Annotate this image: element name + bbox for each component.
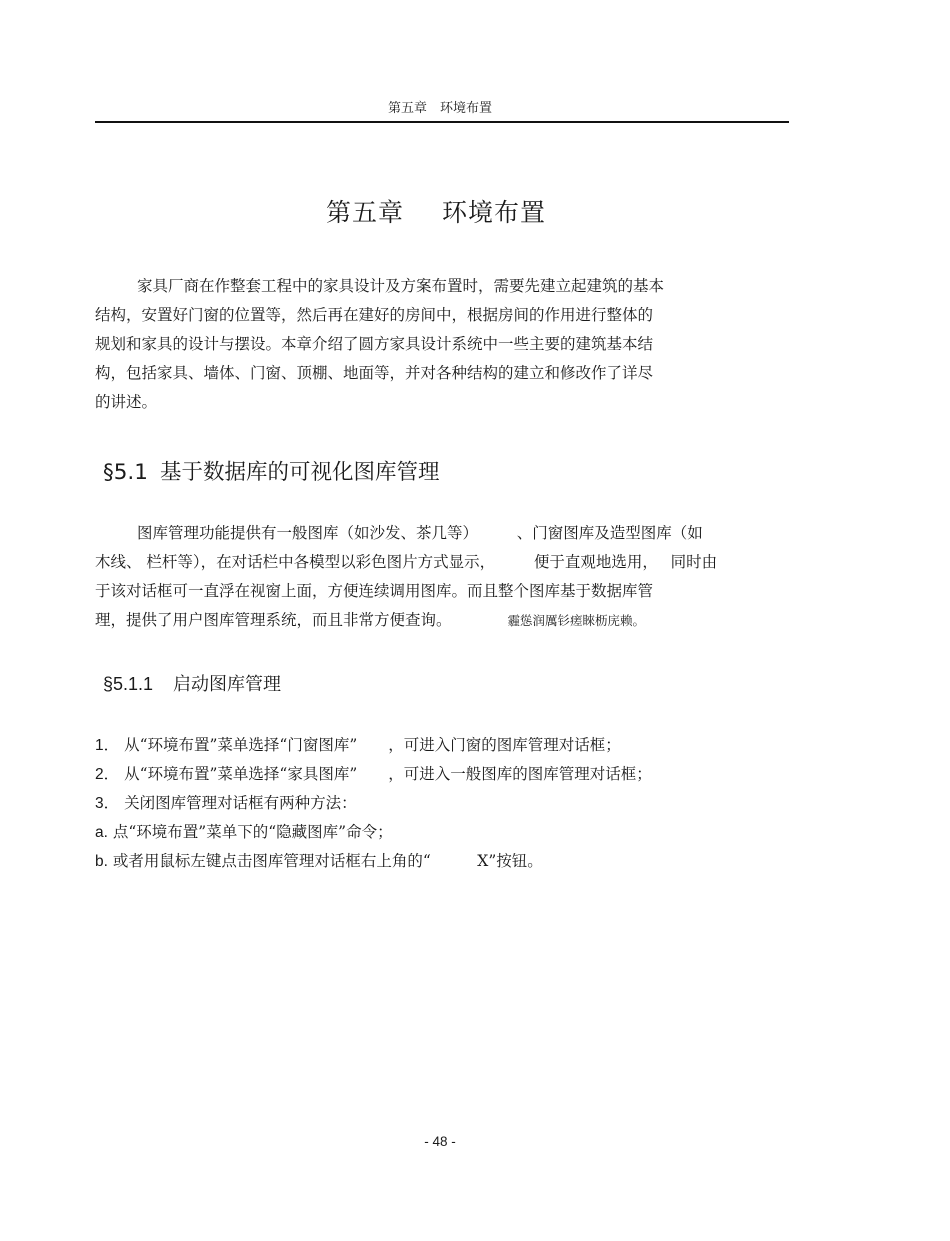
list-item: 3． 关闭图库管理对话框有两种方法： <box>95 794 357 812</box>
section-line: 木线、 栏杆等），在对话栏中各模型以彩色图片方式显示， 便于直观地选用， 同时由 <box>95 553 718 571</box>
section-heading <box>103 455 439 486</box>
list-item: a. 点“环境布置”菜单下的“隐藏图库”命令； <box>95 823 393 841</box>
subsection-title: 启动图库管理 <box>173 674 282 695</box>
intro-line: 构，包括家具、墙体、门窗、顶棚、地面等，并对各种结构的建立和修改作了详尽 <box>95 364 654 382</box>
chapter-number: 第五章 <box>325 198 404 227</box>
subsection-heading <box>103 670 281 696</box>
header-rule <box>95 121 789 123</box>
steps-list <box>95 731 652 876</box>
section-paragraph <box>95 519 717 635</box>
section-line: 于该对话框可一直浮在视窗上面，方便连续调用图库。而且整个图库基于数据库管 <box>95 582 654 600</box>
chapter-title <box>0 193 872 229</box>
intro-line: 结构，安置好门窗的位置等，然后再在建好的房间中，根据房间的作用进行整体的 <box>95 306 654 324</box>
page-number: - 48 - <box>424 1134 456 1149</box>
chapter-name: 环境布置 <box>442 198 547 227</box>
intro-line: 的讲述。 <box>95 393 158 411</box>
intro-line: 家具厂商在作整套工程中的家具设计及方案布置时，需要先建立起建筑的基本 <box>137 277 665 295</box>
section-line: 理，提供了用户图库管理系统，而且非常方便查询。 霾慫润厲钐瘥睞枥庑赖。 <box>95 611 646 629</box>
list-item: 1． 从“环境布置”菜单选择“门窗图库” ，可进入门窗的图库管理对话框； <box>95 736 621 754</box>
section-title: 基于数据库的可视化图库管理 <box>159 460 440 485</box>
list-item: b. 或者用鼠标左键点击图库管理对话框右上角的“ X”按钮。 <box>95 852 543 870</box>
intro-paragraph <box>95 272 664 417</box>
subsection-number: §5.1.1 <box>103 674 154 694</box>
list-item: 2． 从“环境布置”菜单选择“家具图库” ，可进入一般图库的图库管理对话框； <box>95 765 652 783</box>
section-number: §5.1 <box>103 460 148 485</box>
section-line: 图库管理功能提供有一般图库（如沙发、茶几等） 、门窗图库及造型图库（如 <box>137 524 703 542</box>
garbled-text: 霾慫润厲钐瘥睞枥庑赖。 <box>507 613 646 628</box>
intro-line: 规划和家具的设计与摆设。本章介绍了圆方家具设计系统中一些主要的建筑基本结 <box>95 335 654 353</box>
running-header: 第五章 环境布置 <box>387 101 492 116</box>
